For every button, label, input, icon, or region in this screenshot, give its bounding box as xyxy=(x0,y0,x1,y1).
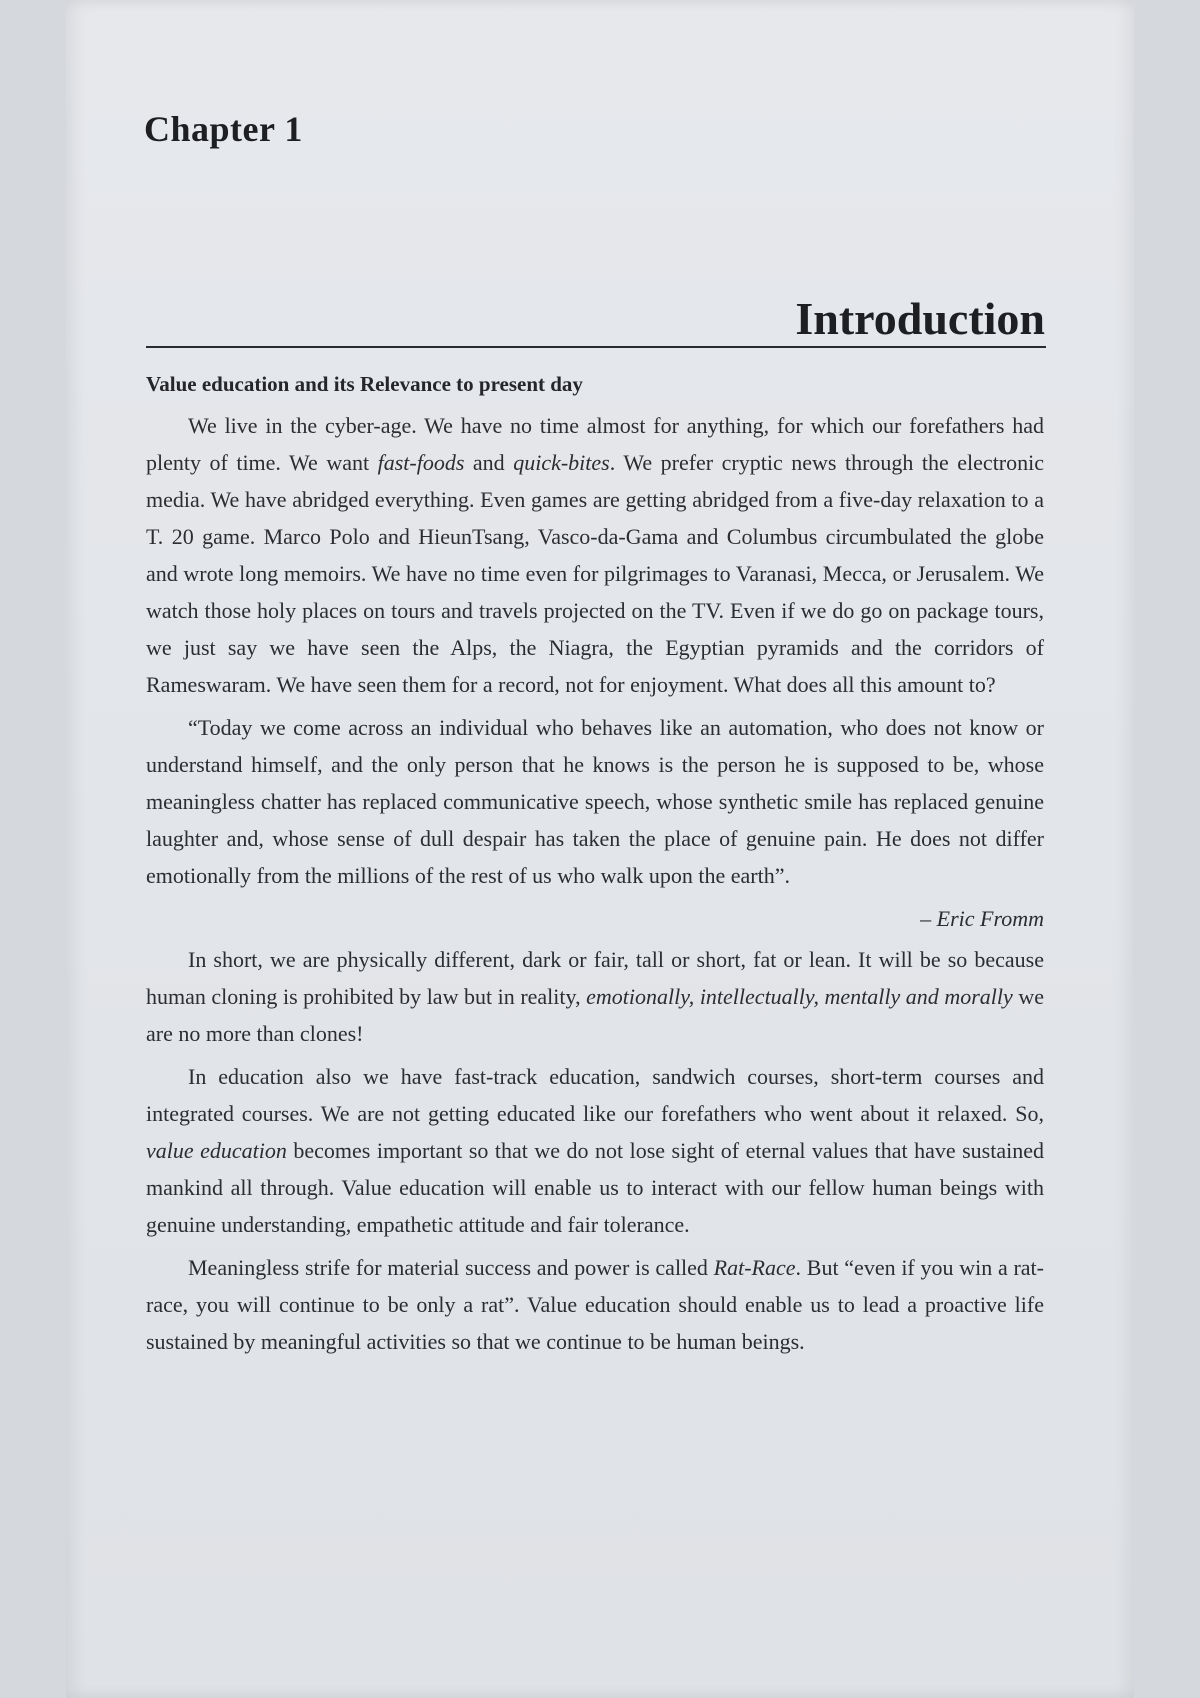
p4-text-2: becomes important so that we do not lose sight of eternal values that have sustained mankind all through. Value education will enable us to interact with our fellow human beings with genuine understanding, empathetic attitude and fair tolerance. xyxy=(146,1138,1044,1237)
paragraph-education xyxy=(146,1058,1044,1243)
paragraph-rat-race xyxy=(146,1249,1044,1360)
p5-text-2: . But “even if you win a rat-race, you will continue to be only a rat”. Value education should enable us to lead a proactive life sustained by meaningful activities so that we continue to be human beings. xyxy=(146,1255,1044,1354)
p5-text-1: Meaningless strife for material success and power is called xyxy=(188,1255,714,1280)
p1-text-3: . We prefer cryptic news through the electronic media. We have abridged everything. Even games are getting abridged from a five-day relaxation to a T. 20 game. Marco Polo and HieunTsang, Vasco-da-Gama and Columbus circumbulated the globe and wrote long memoirs. We have no time even for pilgrimages to Varanasi, Mecca, or Jerusalem. We watch those holy places on tours and travels projected on the TV. Even if we do go on package tours, we just say we have seen the Alps, the Niagra, the Egyptian pyramids and the corridors of Rameswaram. We have seen them for a record, not for enjoyment. What does all this amount to? xyxy=(146,450,1045,697)
paragraph-clones xyxy=(146,941,1044,1052)
quote-paragraph: “Today we come across an individual who behaves like an automation, who does not know or understand himself, and the only person that he knows is the person he is supposed to be, whose meaningless chatter has replaced communicative speech, whose synthetic smile has replaced genuine laughter and, whose sense of dull despair has taken the place of genuine pain. He does not differ emotionally from the millions of the rest of us who walk upon the earth”. xyxy=(146,715,1044,888)
paragraph-cyber-age xyxy=(146,407,1044,703)
p1-emphasis-quick-bites: quick-bites xyxy=(513,450,610,475)
p3-text-1: In short, we are physically different, dark or fair, tall or short, fat or lean. It will be so because human cloning is prohibited by law but in reality, xyxy=(146,947,1044,1009)
p4-emphasis-value-education: value education xyxy=(146,1138,287,1163)
chapter-label: Chapter 1 xyxy=(144,109,303,149)
p5-emphasis-rat-race: Rat-Race xyxy=(713,1255,796,1280)
chapter-title: Introduction xyxy=(795,293,1045,344)
book-page xyxy=(66,0,1134,1698)
section-heading: Value education and its Relevance to present day xyxy=(146,372,583,396)
p4-text-1: In education also we have fast-track education, sandwich courses, short-term courses and integrated courses. We are not getting educated like our forefathers who went about it relaxed. So, xyxy=(146,1064,1044,1126)
p3-emphasis: emotionally, intellectually, mentally and morally xyxy=(586,984,1013,1009)
p3-text-2: we are no more than clones! xyxy=(146,984,1044,1046)
p1-emphasis-fast-foods: fast-foods xyxy=(377,450,465,475)
chapter-body xyxy=(146,366,1044,1366)
p1-text-2: and xyxy=(464,450,514,475)
p1-text-1: We live in the cyber-age. We have no time almost for anything, for which our forefathers had plenty of time. We want xyxy=(146,413,1044,475)
title-rule xyxy=(146,346,1046,348)
quote-attribution: – Eric Fromm xyxy=(920,906,1044,931)
